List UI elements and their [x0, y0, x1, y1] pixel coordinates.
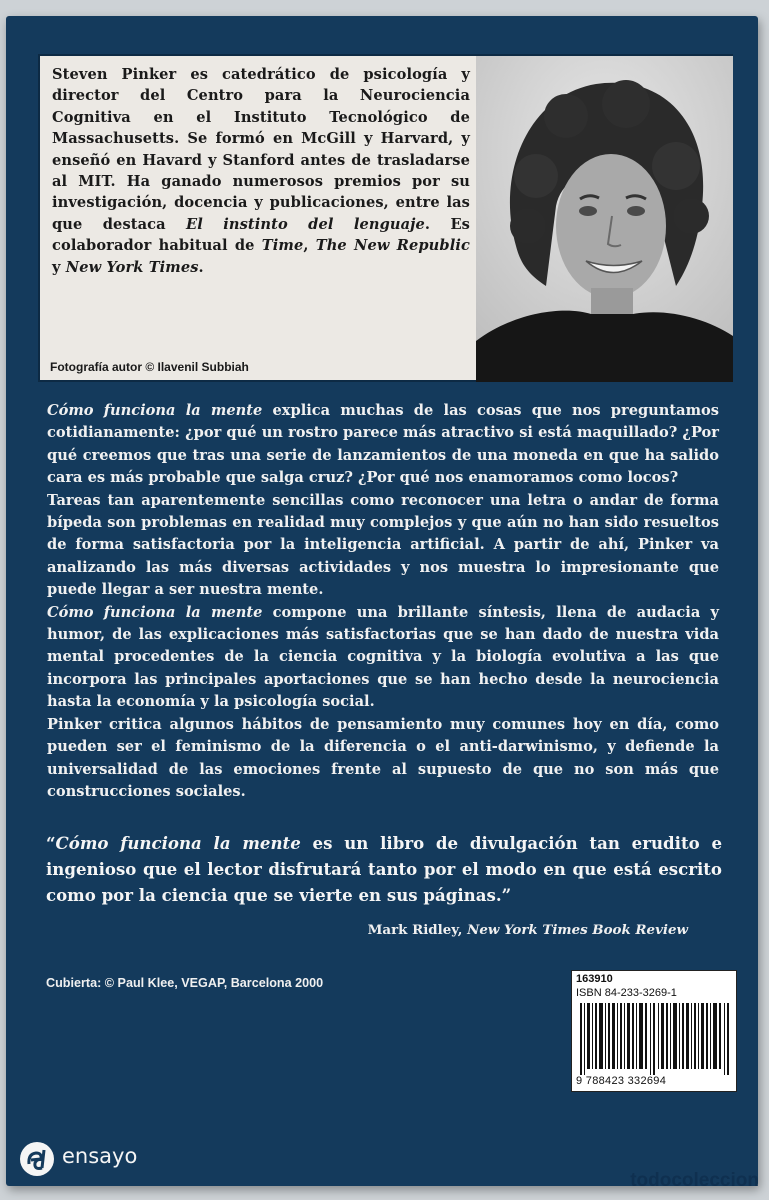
quote-source: New York Times Book Review: [467, 922, 688, 938]
bio-text-part: Steven Pinker es catedrático de psicología y director del Centro para la Neurociencia Cognitiva en el Instituto Tecnológico de Massachusetts. Se formó en McGill y Harvard, y enseñó en Havard y Stanford antes de trasladarse al MIT. Ha ganado numerosos premios por su investigación, docencia y publicaciones, entre las que destaca: [52, 66, 470, 233]
separator: .: [198, 258, 204, 276]
review-quote: [46, 830, 722, 908]
quote-author: Mark Ridley,: [367, 922, 468, 938]
barcode-bars: [580, 1003, 730, 1075]
synopsis-text: compone una brillante síntesis, llena de audacia y humor, de las explicaciones más satisfactorias que se han dado de nuestra vida mental procedentes de la ciencia cognitiva y la biología evolutiva a las que incorpora las principales aportaciones que se han hecho desde la neurociencia hasta la economía y la psicología social.: [47, 603, 719, 711]
author-portrait-image: [476, 56, 733, 382]
separator: y: [52, 258, 66, 276]
publication-time: Time: [261, 237, 304, 255]
synopsis-book-title: Cómo funciona la mente: [47, 402, 263, 419]
synopsis-paragraph: Tareas tan aparentemente sencillas como reconocer una letra o andar de forma bípeda son problemas en realidad muy complejos y que aún no han sido resueltos de forma satisfactoria por la inteligencia artificial. A partir de ahí, Pinker va analizando las más diversas actividades y nos muestra lo impresionante que puede llegar a ser nuestra mente.: [47, 491, 719, 599]
synopsis-book-title: Cómo funciona la mente: [47, 603, 263, 621]
synopsis: [47, 400, 719, 803]
product-code: 163910: [576, 973, 613, 985]
synopsis-paragraph: [47, 602, 719, 714]
bio-text-part: . Es colaborador habitual de: [52, 215, 470, 255]
barcode-box: [571, 970, 737, 1092]
publication-nyt: New York Times: [65, 258, 199, 276]
publisher-series-label: ensayo: [62, 1144, 138, 1168]
quote-text: es un libro de divulgación tan erudito e ingenioso que el lector disfrutará tanto por el modo en que está escrito como por la ciencia que se vierte en sus páginas.”: [46, 833, 723, 905]
synopsis-paragraph: [47, 400, 719, 490]
synopsis-text: explica muchas de las cosas que nos preguntamos cotidianamente: ¿por qué un rostro parece más atractivo si está maquillado? ¿Por qué creemos que tras una serie de lanzamientos de una moneda en que ha salido cara es más probable que salga cruz? ¿Por qué nos enamoramos como locos?: [47, 402, 719, 487]
quote-book-title: Cómo funciona la mente: [55, 833, 301, 853]
bio-book-title: El instinto del lenguaje: [186, 215, 425, 233]
quote-attribution: [368, 922, 688, 938]
author-bio: [52, 64, 470, 278]
watermark-text: todocoleccion: [630, 1170, 759, 1191]
photo-credit: Fotografía autor © Ilavenil Subbiah: [50, 360, 249, 374]
cover-credit: Cubierta: © Paul Klee, VEGAP, Barcelona 2000: [46, 976, 324, 990]
book-back-cover: [6, 16, 758, 1186]
author-bio-box: [38, 54, 733, 382]
quote-mark: “: [46, 833, 56, 853]
publication-new-republic: The New Republic: [315, 237, 470, 255]
publisher-logo-glyph: [20, 1142, 54, 1176]
isbn: ISBN 84-233-3269-1: [576, 987, 677, 999]
publisher-logo-icon: [20, 1142, 54, 1176]
barcode-number: 9 788423 332694: [576, 1075, 667, 1087]
separator: ,: [303, 237, 316, 255]
author-photo: [476, 56, 733, 382]
synopsis-paragraph: Pinker critica algunos hábitos de pensamiento muy comunes hoy en día, como pueden ser el feminismo de la diferencia o el anti-darwinismo, y defiende la universalidad de las emociones frente al supuesto de que no son más que construcciones sociales.: [47, 715, 719, 800]
